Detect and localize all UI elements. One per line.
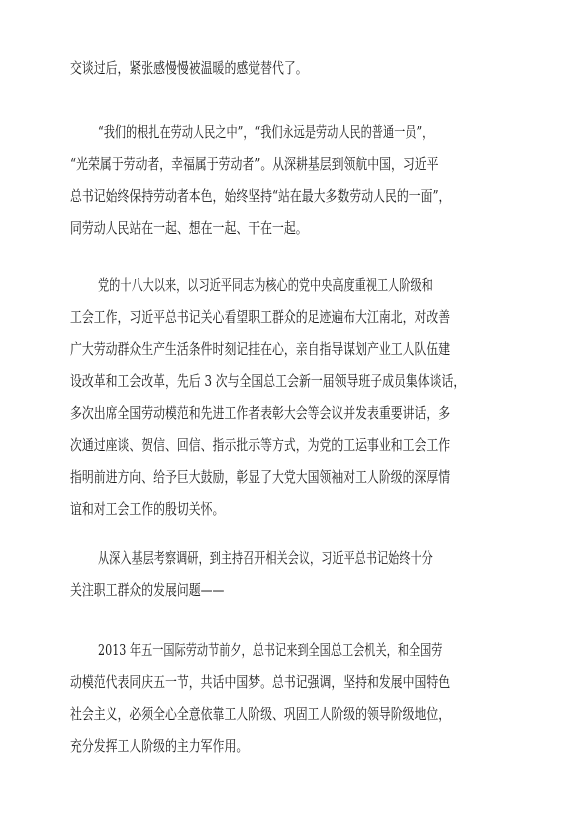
text-line: “我们的根扎在劳动人民之中”，“我们永远是劳动人民的普通一员”，: [98, 123, 434, 141]
text-line: 从深入基层考察调研，到主持召开相关会议，习近平总书记始终十分: [98, 549, 433, 567]
text-line: 工会工作，习近平总书记关心看望职工群众的足迹遍布大江南北，对改善: [70, 308, 451, 326]
text-line: 谊和对工会工作的殷切关怀。: [70, 500, 225, 518]
text-line: 指明前进方向、给予巨大鼓励，彰显了大党大国领袖对工人阶级的深厚情: [70, 468, 451, 486]
text-line: 动模范代表同庆五一节，共话中国梦。总书记强调，坚持和发展中国特色: [70, 673, 451, 691]
text-line: 次通过座谈、贺信、回信、指示批示等方式，为党的工运事业和工会工作: [70, 436, 451, 454]
text-line: 充分发挥工人阶级的主力军作用。: [70, 737, 249, 755]
text-line: 党的十八大以来，以习近平同志为核心的党中央高度重视工人阶级和: [98, 276, 433, 294]
text-line: 设改革和工会改革，先后 3 次与全国总工会新一届领导班子成员集体谈话，: [70, 372, 466, 390]
text-line: 多次出席全国劳动模范和先进工作者表彰大会等会议并发表重要讲话，多: [70, 404, 451, 422]
text-line: 同劳动人民站在一起、想在一起、干在一起。: [70, 219, 308, 237]
text-line: 2013 年五一国际劳动节前夕，总书记来到全国总工会机关，和全国劳: [98, 641, 443, 659]
text-line: “光荣属于劳动者，幸福属于劳动者”。从深耕基层到领航中国，习近平: [70, 155, 439, 173]
text-line: 总书记始终保持劳动者本色，始终坚持“站在最大多数劳动人民的一面”，: [70, 187, 451, 205]
text-line: 社会主义，必须全心全意依靠工人阶级、巩固工人阶级的领导阶级地位，: [70, 705, 451, 723]
text-line: 广大劳动群众生产生活条件时刻记挂在心，亲自指导谋划产业工人队伍建: [70, 340, 451, 358]
text-line: 交谈过后，紧张感慢慢被温暖的感觉替代了。: [70, 59, 308, 77]
text-line: 关注职工群众的发展问题——: [70, 581, 225, 599]
